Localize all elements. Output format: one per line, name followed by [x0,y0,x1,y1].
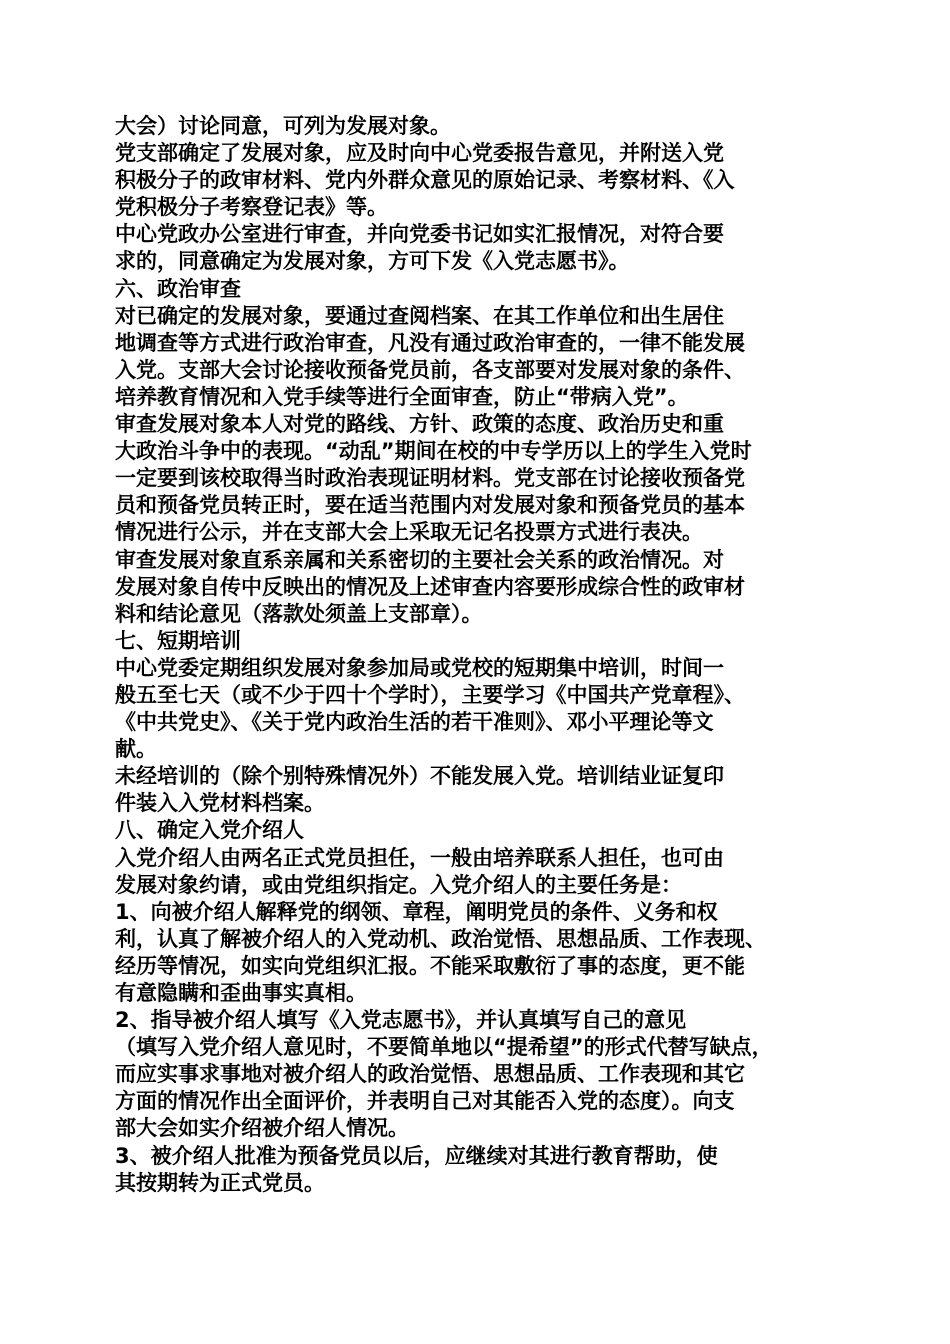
text-line: 大政治斗争中的表现。“动乱”期间在校的中专学历以上的学生入党时 [115,439,752,464]
text-line: 献。 [115,737,157,762]
text-line: 党支部确定了发展对象，应及时向中心党委报告意见，并附送入党 [115,141,724,166]
text-line: 大会）讨论同意，可列为发展对象。 [115,114,451,138]
text-line: 对已确定的发展对象，要通过查阅档案、在其工作单位和出生居住 [115,303,724,328]
text-line: 经历等情况，如实向党组织汇报。不能采取敷衍了事的态度，更不能 [115,953,745,978]
text-line: 《中共党史》、《关于党内政治生活的若干准则》、邓小平理论等文 [115,710,714,735]
text-line: 审查发展对象直系亲属和关系密切的主要社会关系的政治情况。对 [115,547,724,572]
text-line: 发展对象自传中反映出的情况及上述审查内容要形成综合性的政审材 [115,574,745,599]
text-line: 2、指导被介绍人填写《入党志愿书》，并认真填写自己的意见 [115,1008,687,1033]
text-line: 培养教育情况和入党手续等进行全面审查，防止“带病入党”。 [115,384,689,409]
text-line: 地调查等方式进行政治审查，凡没有通过政治审查的，一律不能发展 [115,330,745,355]
text-line: 入党介绍人由两名正式党员担任，一般由培养联系人担任，也可由 [115,845,724,870]
text-line: 利，认真了解被介绍人的入党动机、政治觉悟、思想品质、工作表现、 [115,926,766,951]
text-line: 有意隐瞒和歪曲事实真相。 [115,981,367,1005]
text-line: 中心党政办公室进行审查，并向党委书记如实汇报情况，对符合要 [115,222,724,247]
text-line: 员和预备党员转正时，要在适当范围内对发展对象和预备党员的基本 [115,493,745,518]
text-line: 未经培训的（除个别特殊情况外）不能发展入党。培训结业证复印 [115,764,724,789]
text-line: 般五至七天（或不少于四十个学时），主要学习《中国共产党章程》、 [115,682,745,707]
text-line: 部大会如实介绍被介绍人情况。 [115,1116,409,1141]
text-line: 而应实事求事地对被介绍人的政治觉悟、思想品质、工作表现和其它 [115,1062,745,1087]
text-line: 发展对象约请，或由党组织指定。入党介绍人的主要任务是： [115,872,682,897]
text-line: 件装入入党材料档案。 [115,791,325,816]
text-line: 1、向被介绍人解释党的纲领、章程，阐明党员的条件、义务和权 [115,899,718,924]
text-line: 一定要到该校取得当时政治表现证明材料。党支部在讨论接收预备党 [115,466,745,491]
section-heading: 七、短期培训 [115,628,241,653]
text-line: （填写入党介绍人意见时，不要简单地以“提希望”的形式代替写缺点， [115,1035,773,1060]
section-heading: 六、政治审查 [115,276,241,301]
text-line: 情况进行公示，并在支部大会上采取无记名投票方式进行表决。 [115,520,703,545]
text-line: 3、被介绍人批准为预备党员以后，应继续对其进行教育帮助，使 [115,1143,718,1168]
text-line: 料和结论意见（落款处须盖上支部章）。 [115,601,483,626]
text-line: 入党。支部大会讨论接收预备党员前，各支部要对发展对象的条件、 [115,357,745,382]
section-heading: 八、确定入党介绍人 [115,818,304,843]
text-line: 方面的情况作出全面评价，并表明自己对其能否入党的态度）。向支 [115,1089,735,1114]
text-line: 党积极分子考察登记表》等。 [115,195,388,220]
text-line: 中心党委定期组织发展对象参加局或党校的短期集中培训，时间一 [115,655,724,680]
text-line: 积极分子的政审材料、党内外群众意见的原始记录、考察材料、《入 [115,168,735,193]
text-line: 求的，同意确定为发展对象，方可下发《入党志愿书》。 [115,249,630,274]
text-line: 其按期转为正式党员。 [115,1170,325,1195]
text-line: 审查发展对象本人对党的路线、方针、政策的态度、政治历史和重 [115,412,724,437]
document-body [115,113,845,1197]
